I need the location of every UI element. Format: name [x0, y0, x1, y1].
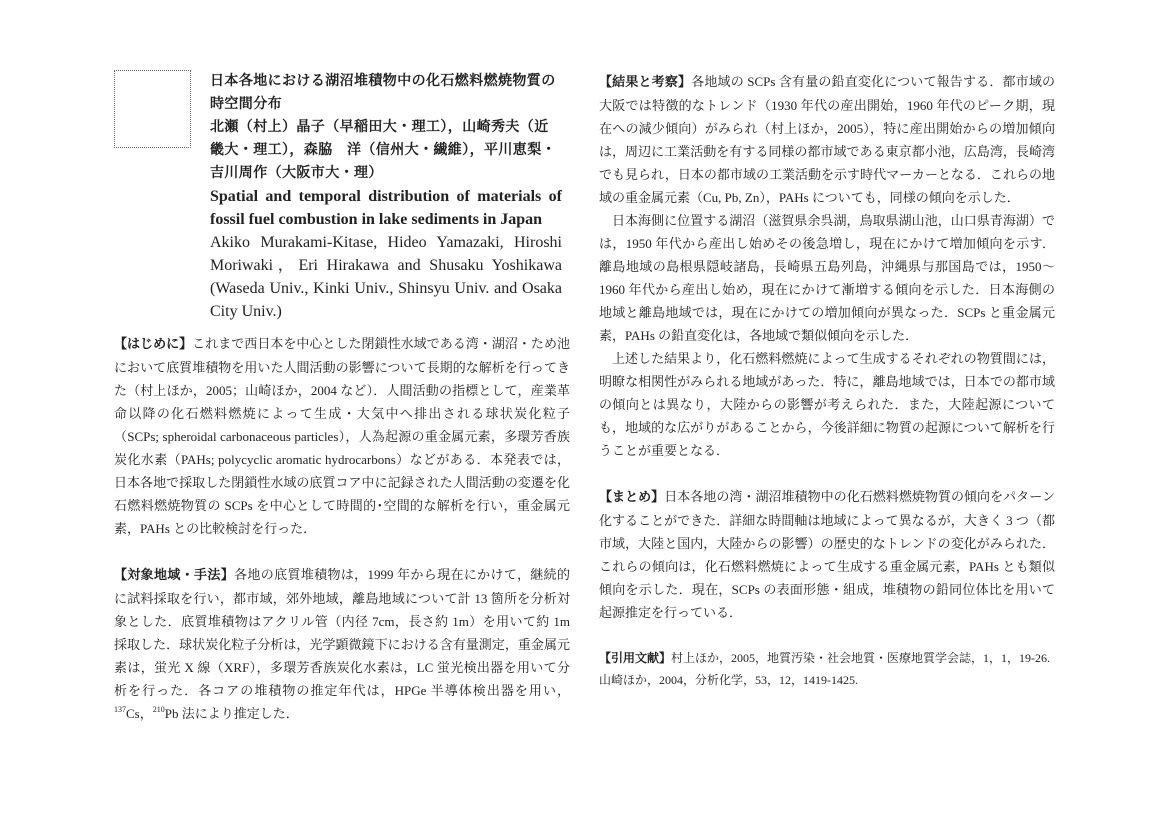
section-methods: [114, 563, 570, 725]
results-paragraph-3: 上述した結果より，化石燃料燃焼によって生成するそれぞれの物質間には，明瞭な相関性がみられる地域があった．特に，離島地域では，日本での都市域の傾向とは異なり，大陸からの影響が考えられた．また，大陸起源についても，地域的な広がりがあることから，今後詳細に物質の起源について解析を行うことが重要となる．: [599, 351, 1055, 458]
paper-title-ja: 日本各地における湖沼堆積物中の化石燃料燃焼物質の時空間分布: [210, 73, 556, 112]
left-column: [114, 70, 570, 748]
author-photo-placeholder: [114, 70, 191, 148]
section-heading: 【まとめ】: [599, 490, 665, 505]
section-heading: 【結果と考察】: [599, 75, 692, 90]
right-column: [599, 70, 1055, 714]
section-text: これまで西日本を中心とした閉鎖性水域である湾・湖沼・ため池において底質堆積物を用いた人間活動の影響について長期的な解析を行ってきた（村上ほか，2005；山崎ほか，2004 など）．人間活動の指標として，産業革命以降の化石燃料燃焼によって生成・大気中へ排出される球状炭化粒子（SCPs; spheroidal carbonaceous particles），人為起源の重金属元素，多環芳香族炭化水素（PAHs; polycyclic aromatic hydrocarbons）などがある．本発表では，日本各地で採取した閉鎖性水域の底質コア中に記録された人間活動の変遷を化石燃料燃焼物質の SCPs を中心として時間的･空間的な解析を行い，重金属元素，PAHs との比較検討を行った．: [114, 336, 570, 536]
section-text-tail: 法により推定した．: [178, 706, 299, 721]
paper-title-en: Spatial and temporal distribution of materials of fossil fuel combustion in lake sediments in Japan: [210, 188, 562, 228]
results-paragraph-2: 日本海側に位置する湖沼（滋賀県余呉湖，鳥取県湖山池，山口県青海湖）では，1950 年代から産出し始めその後急増し，現在にかけて増加傾向を示す．離島地域の島根県隠岐諸島，長崎県五島列島，沖縄県与那国島では，1950～1960 年代から産出し始め，現在にかけて漸増する傾向を示した．日本海側の地域と離島地域では，現在にかけての増加傾向が異なった．SCPs と重金属元素，PAHs の鉛直変化は，各地域で類似傾向を示した．: [599, 213, 1055, 343]
reference-item: 山崎ほか，2004，分析化学，53，12，1419-1425.: [599, 673, 858, 687]
title-block: [210, 70, 562, 323]
isotope-mass-pb: 210: [152, 705, 165, 714]
authors-ja: 北瀬（村上）晶子（早稲田大・理工），山崎秀夫（近畿大・理工），森脇 洋（信州大・繊維），平川恵梨・吉川周作（大阪市大・理）: [210, 119, 556, 181]
isotope-symbol-cs: Cs，: [126, 706, 153, 721]
reference-item: 村上ほか，2005，地質汚染・社会地質・医療地質学会誌，1，1，19-26.: [671, 651, 1051, 665]
references-heading: 【引用文献】: [599, 651, 672, 665]
section-text: 各地の底質堆積物は，1999 年から現在にかけて，継続的に試料採取を行い，都市域，郊外地域，離島地域について計 13 箇所を分析対象とした．底質堆積物はアクリル管（内径 7cm，長さ約 1m）を用いて約 1m 採取した．球状炭化粒子分析は，光学顕微鏡下における含有量測定，重金属元素は，蛍光 X 線（XRF），多環芳香族炭化水素は，LC 蛍光検出器を用いて分析を行った．各コアの堆積物の推定年代は，HPGe 半導体検出器を用い，: [114, 567, 570, 698]
section-results: [599, 70, 1055, 462]
paper-header: [114, 70, 570, 332]
section-introduction: [114, 332, 570, 540]
isotope-mass-cs: 137: [114, 705, 126, 714]
authors-en: Akiko Murakami-Kitase, Hideo Yamazaki, Hiroshi Moriwaki，Eri Hirakawa and Shusaku Yoshikawa (Waseda Univ., Kinki Univ., Shinsyu Univ. and Osaka City Univ.): [210, 234, 562, 320]
section-summary: [599, 485, 1055, 624]
section-references: [599, 647, 1055, 691]
section-text: 日本各地の湾・湖沼堆積物中の化石燃料燃焼物質の傾向をパターン化することができた．詳細な時間軸は地域によって異なるが，大きく 3 つ（都市域，大陸と国内，大陸からの影響）の歴史的なトレンドの変化がみられた．これらの傾向は，化石燃料燃焼によって生成する重金属元素，PAHs とも類似傾向を示した．現在，SCPs の表面形態・組成，堆積物の鉛同位体比を用いて起源推定を行っている．: [599, 489, 1055, 620]
results-paragraph-1: 各地域の SCPs 含有量の鉛直変化について報告する．都市域の大阪では特徴的なトレンド（1930 年代の産出開始，1960 年代のピーク期，現在への減少傾向）がみられ（村上ほか，2005），特に産出開始からの増加傾向は，周辺に工業活動を有する同様の都市域である東京都小池，広島湾，長崎湾でも見られ，日本の都市域の工業活動を示す時代マーカーとなる．これらの地域の重金属元素（Cu, Pb, Zn），PAHs についても，同様の傾向を示した．: [599, 74, 1055, 205]
isotope-symbol-pb: Pb: [164, 706, 179, 721]
section-heading: 【はじめに】: [114, 337, 193, 352]
section-heading: 【対象地域・手法】: [114, 568, 235, 583]
